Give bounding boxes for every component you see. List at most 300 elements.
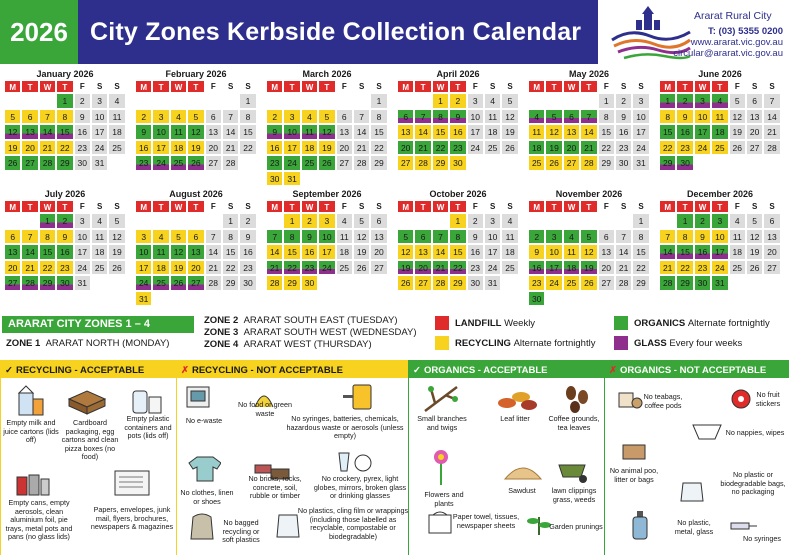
- day-cell: 5: [746, 213, 763, 229]
- day-cell: 29: [449, 275, 466, 291]
- day-cell: 20: [563, 140, 580, 156]
- day-cell: 1: [283, 213, 300, 229]
- legend-recycling: RECYCLING Alternate fortnightly: [435, 336, 595, 350]
- day-cell: 16: [239, 244, 256, 260]
- day-cell: 8: [370, 109, 387, 125]
- organics-not-acceptable-panel: [604, 360, 789, 555]
- day-cell: [170, 93, 187, 109]
- month-grid: [528, 200, 650, 306]
- day-cell: 8: [432, 109, 449, 125]
- month-title: October 2026: [429, 189, 487, 199]
- day-cell: [336, 275, 353, 291]
- day-cell: 19: [108, 244, 125, 260]
- day-cell: 8: [239, 109, 256, 125]
- weekday-header: S: [769, 82, 775, 91]
- day-cell: 25: [152, 275, 169, 291]
- day-cell: 24: [283, 155, 300, 171]
- day-cell: 24: [318, 260, 335, 276]
- day-cell: 25: [484, 140, 501, 156]
- recn-item-ewaste: No e-waste: [185, 416, 223, 425]
- day-cell: 5: [353, 213, 370, 229]
- day-cell: 21: [615, 260, 632, 276]
- day-cell: 14: [659, 244, 676, 260]
- day-cell: 12: [353, 229, 370, 245]
- day-cell: 1: [598, 93, 615, 109]
- newspaper-icon: [111, 467, 155, 501]
- day-cell: 10: [694, 109, 711, 125]
- day-cell: [205, 213, 222, 229]
- day-cell: 28: [205, 275, 222, 291]
- day-cell: 20: [397, 140, 414, 156]
- day-cell: 18: [729, 244, 746, 260]
- weekday-header: S: [358, 82, 365, 91]
- day-cell: 4: [528, 109, 545, 125]
- day-cell: 18: [91, 244, 108, 260]
- day-cell: 10: [545, 244, 562, 260]
- weekday-header: T: [676, 200, 693, 213]
- day-cell: 31: [135, 291, 152, 307]
- recn-item-hazardous: No syringes, batteries, chemicals, hazardous waste or aerosols (unless empty): [286, 414, 404, 440]
- day-cell: 29: [598, 155, 615, 171]
- day-cell: [4, 213, 21, 229]
- day-cell: 1: [370, 93, 387, 109]
- day-cell: [336, 171, 353, 187]
- day-cell: 31: [711, 275, 728, 291]
- council-website[interactable]: www.ararat.vic.gov.au: [690, 37, 783, 48]
- nappy-icon: [691, 419, 723, 443]
- orgn-item-teabags: No teabags, coffee pods: [643, 392, 683, 410]
- day-cell: 16: [467, 244, 484, 260]
- day-cell: 31: [632, 155, 649, 171]
- day-cell: 19: [318, 140, 335, 156]
- day-cell: 13: [187, 244, 204, 260]
- day-cell: 25: [501, 260, 518, 276]
- day-cell: [187, 93, 204, 109]
- weekday-header: T: [21, 80, 38, 93]
- day-cell: 8: [598, 109, 615, 125]
- month-title: July 2026: [44, 189, 86, 199]
- day-cell: [484, 155, 501, 171]
- day-cell: 21: [222, 140, 239, 156]
- day-cell: 17: [694, 124, 711, 140]
- day-cell: 27: [21, 155, 38, 171]
- weekday-header: T: [283, 80, 300, 93]
- day-cell: 27: [414, 275, 431, 291]
- day-cell: 7: [266, 229, 283, 245]
- day-cell: 27: [336, 155, 353, 171]
- day-cell: 4: [152, 229, 169, 245]
- day-cell: 21: [763, 124, 780, 140]
- weekday-header: M: [528, 80, 545, 93]
- month-grid: [659, 200, 781, 291]
- weekday-header: W: [694, 200, 711, 213]
- day-cell: 6: [746, 93, 763, 109]
- month-calendar: [397, 188, 519, 291]
- day-cell: 28: [615, 275, 632, 291]
- day-cell: 19: [501, 124, 518, 140]
- day-cell: 10: [318, 229, 335, 245]
- day-cell: 20: [414, 260, 431, 276]
- day-cell: [467, 155, 484, 171]
- day-cell: 12: [545, 124, 562, 140]
- day-cell: 11: [563, 244, 580, 260]
- day-cell: 7: [39, 109, 56, 125]
- day-cell: 22: [239, 140, 256, 156]
- org-item-leaves: Leaf litter: [500, 414, 530, 423]
- month-title: May 2026: [568, 69, 610, 79]
- weekday-header: S: [358, 202, 365, 211]
- day-cell: 14: [222, 124, 239, 140]
- org-item-branches: Small branches and twigs: [417, 414, 467, 432]
- day-cell: 19: [353, 244, 370, 260]
- day-cell: 16: [56, 244, 73, 260]
- day-cell: [711, 155, 728, 171]
- day-cell: 16: [74, 124, 91, 140]
- day-cell: 2: [694, 213, 711, 229]
- day-cell: [729, 155, 746, 171]
- day-cell: 22: [222, 260, 239, 276]
- day-cell: 19: [397, 260, 414, 276]
- day-cell: 1: [676, 213, 693, 229]
- day-cell: 19: [729, 124, 746, 140]
- day-cell: 22: [598, 140, 615, 156]
- recycling-swatch: [435, 336, 449, 350]
- day-cell: 4: [563, 229, 580, 245]
- weekday-header: S: [638, 82, 644, 91]
- cross-icon: ✗: [609, 365, 617, 376]
- weekday-header: T: [187, 80, 204, 93]
- day-cell: 25: [711, 140, 728, 156]
- day-cell: 24: [74, 260, 91, 276]
- check-icon: ✓: [413, 365, 421, 376]
- contact-block: [673, 26, 783, 59]
- day-cell: 7: [615, 229, 632, 245]
- month-calendar: [135, 68, 257, 171]
- day-cell: 10: [152, 124, 169, 140]
- day-cell: 20: [746, 124, 763, 140]
- day-cell: 20: [187, 260, 204, 276]
- weekday-header: F: [734, 202, 740, 211]
- month-grid: [397, 200, 519, 291]
- weekday-header: S: [96, 82, 103, 91]
- day-cell: 16: [615, 124, 632, 140]
- glassware-icon: [333, 449, 373, 475]
- weekday-header: T: [318, 200, 335, 213]
- day-cell: 14: [39, 124, 56, 140]
- day-cell: 18: [152, 260, 169, 276]
- day-cell: 14: [414, 124, 431, 140]
- recn-item-bagged: No bagged recycling or soft plastics: [222, 518, 260, 544]
- day-cell: 12: [729, 109, 746, 125]
- month-title: August 2026: [169, 189, 223, 199]
- day-cell: [152, 213, 169, 229]
- day-cell: 3: [484, 213, 501, 229]
- day-cell: 30: [74, 155, 91, 171]
- day-cell: 5: [580, 229, 597, 245]
- day-cell: 21: [21, 260, 38, 276]
- day-cell: 26: [170, 275, 187, 291]
- day-cell: 28: [659, 275, 676, 291]
- org-item-flowers: Flowers and plants: [424, 490, 464, 508]
- day-cell: 8: [449, 229, 466, 245]
- month-calendar: [528, 68, 650, 171]
- day-cell: 12: [108, 229, 125, 245]
- day-cell: 20: [336, 140, 353, 156]
- flowers-icon: [423, 447, 459, 487]
- day-cell: 15: [56, 124, 73, 140]
- day-cell: [414, 93, 431, 109]
- day-cell: 10: [484, 229, 501, 245]
- day-cell: 8: [659, 109, 676, 125]
- day-cell: 29: [56, 155, 73, 171]
- day-cell: 26: [746, 260, 763, 276]
- leaves-icon: [495, 385, 539, 413]
- month-grid: [135, 200, 257, 306]
- day-cell: 3: [711, 213, 728, 229]
- bagged-recycling-icon: [187, 509, 217, 541]
- day-cell: 1: [222, 213, 239, 229]
- day-cell: 7: [414, 109, 431, 125]
- day-cell: [563, 213, 580, 229]
- day-cell: 31: [74, 275, 91, 291]
- day-cell: 23: [74, 140, 91, 156]
- day-cell: 14: [205, 244, 222, 260]
- day-cell: [108, 155, 125, 171]
- day-cell: 14: [580, 124, 597, 140]
- cardboard-box-icon: [67, 389, 107, 415]
- weekday-header: F: [603, 82, 609, 91]
- council-email[interactable]: circular@ararat.vic.gov.au: [673, 48, 783, 59]
- day-cell: 24: [135, 275, 152, 291]
- day-cell: 4: [91, 213, 108, 229]
- day-cell: [580, 291, 597, 307]
- day-cell: 2: [135, 109, 152, 125]
- day-cell: 21: [353, 140, 370, 156]
- day-cell: 16: [528, 260, 545, 276]
- day-cell: 5: [318, 109, 335, 125]
- day-cell: 26: [580, 275, 597, 291]
- day-cell: [746, 275, 763, 291]
- weekday-header: S: [245, 202, 251, 211]
- day-cell: 30: [615, 155, 632, 171]
- weekday-header: F: [472, 202, 478, 211]
- day-cell: 12: [397, 244, 414, 260]
- day-cell: [615, 291, 632, 307]
- day-cell: [205, 291, 222, 307]
- day-cell: 9: [694, 229, 711, 245]
- month-title: June 2026: [698, 69, 742, 79]
- day-cell: 22: [659, 140, 676, 156]
- day-cell: [563, 93, 580, 109]
- recn-item-bricks: No bricks, rocks, concrete, soil, rubble or timber: [248, 474, 302, 500]
- month-grid: [135, 80, 257, 171]
- weekday-header: T: [711, 200, 728, 213]
- day-cell: [170, 213, 187, 229]
- day-cell: [152, 93, 169, 109]
- day-cell: 21: [414, 140, 431, 156]
- day-cell: 11: [484, 109, 501, 125]
- weekday-header: T: [545, 80, 562, 93]
- day-cell: 28: [432, 275, 449, 291]
- weekday-header: F: [603, 202, 609, 211]
- day-cell: [694, 155, 711, 171]
- weekday-header: W: [563, 80, 580, 93]
- day-cell: 12: [170, 244, 187, 260]
- weekday-header: S: [114, 82, 120, 91]
- day-cell: [301, 171, 318, 187]
- day-cell: 9: [135, 124, 152, 140]
- day-cell: 22: [449, 260, 466, 276]
- day-cell: 24: [484, 260, 501, 276]
- day-cell: 27: [187, 275, 204, 291]
- council-name: Ararat Rural City: [694, 10, 772, 22]
- day-cell: 17: [484, 244, 501, 260]
- day-cell: [598, 291, 615, 307]
- orgn-item-syringes: No syringes: [743, 534, 781, 543]
- day-cell: 22: [283, 260, 300, 276]
- weekday-header: T: [283, 200, 300, 213]
- day-cell: 30: [676, 155, 693, 171]
- month-calendar: [4, 188, 126, 291]
- day-cell: 25: [108, 140, 125, 156]
- day-cell: 12: [318, 124, 335, 140]
- weekday-header: F: [79, 82, 85, 91]
- day-cell: [187, 291, 204, 307]
- day-cell: 3: [632, 93, 649, 109]
- zones-legend: [0, 312, 789, 356]
- day-cell: 27: [746, 140, 763, 156]
- day-cell: 29: [432, 155, 449, 171]
- day-cell: 6: [336, 109, 353, 125]
- day-cell: 2: [239, 213, 256, 229]
- day-cell: 22: [632, 260, 649, 276]
- day-cell: [528, 213, 545, 229]
- day-cell: [318, 171, 335, 187]
- weekday-header: W: [39, 200, 56, 213]
- day-cell: 15: [449, 244, 466, 260]
- day-cell: 27: [370, 260, 387, 276]
- day-cell: 9: [301, 229, 318, 245]
- day-cell: 17: [545, 260, 562, 276]
- day-cell: 25: [336, 260, 353, 276]
- weekday-header: W: [563, 200, 580, 213]
- day-cell: 18: [528, 140, 545, 156]
- day-cell: 19: [170, 260, 187, 276]
- month-grid: [397, 80, 519, 171]
- day-cell: 7: [21, 229, 38, 245]
- day-cell: 11: [152, 244, 169, 260]
- recn-item-clothes: No clothes, linen or shoes: [180, 488, 234, 506]
- month-grid: [659, 80, 781, 171]
- month-calendar: [659, 188, 781, 291]
- month-grid: [528, 80, 650, 171]
- day-cell: 3: [283, 109, 300, 125]
- sawdust-icon: [503, 457, 543, 481]
- day-cell: 21: [266, 260, 283, 276]
- weekday-header: M: [135, 200, 152, 213]
- day-cell: 1: [56, 93, 73, 109]
- day-cell: 20: [205, 140, 222, 156]
- weekday-header: S: [376, 202, 382, 211]
- orgn-item-nappies: No nappies, wipes: [725, 428, 785, 437]
- day-cell: 23: [615, 140, 632, 156]
- day-cell: 2: [56, 213, 73, 229]
- day-cell: 13: [763, 229, 780, 245]
- day-cell: 25: [301, 155, 318, 171]
- day-cell: 11: [108, 109, 125, 125]
- day-cell: [135, 213, 152, 229]
- day-cell: 13: [414, 244, 431, 260]
- day-cell: 22: [676, 260, 693, 276]
- weekday-header: S: [507, 82, 513, 91]
- day-cell: [763, 155, 780, 171]
- recycling-acceptable-panel: [0, 360, 176, 555]
- day-cell: 15: [370, 124, 387, 140]
- day-cell: 9: [528, 244, 545, 260]
- day-cell: 15: [239, 124, 256, 140]
- day-cell: 7: [659, 229, 676, 245]
- day-cell: [318, 275, 335, 291]
- day-cell: 14: [432, 244, 449, 260]
- day-cell: 30: [528, 291, 545, 307]
- weekday-header: T: [152, 200, 169, 213]
- day-cell: 23: [56, 260, 73, 276]
- cross-icon: ✗: [181, 365, 189, 376]
- day-cell: 15: [632, 244, 649, 260]
- day-cell: 13: [746, 109, 763, 125]
- organics-not-acceptable-title: ✗ ORGANICS - NOT ACCEPTABLE: [605, 363, 789, 378]
- orgn-item-bags: No plastic or biodegradable bags, no packaging: [720, 470, 786, 496]
- day-cell: 12: [746, 229, 763, 245]
- day-cell: 12: [187, 124, 204, 140]
- weekday-header: W: [170, 200, 187, 213]
- day-cell: 18: [301, 140, 318, 156]
- day-cell: 2: [449, 93, 466, 109]
- day-cell: 5: [545, 109, 562, 125]
- weekday-header: T: [187, 200, 204, 213]
- day-cell: 17: [711, 244, 728, 260]
- day-cell: 8: [39, 229, 56, 245]
- day-cell: 7: [205, 229, 222, 245]
- day-cell: 4: [108, 93, 125, 109]
- day-cell: 15: [222, 244, 239, 260]
- day-cell: 30: [467, 275, 484, 291]
- day-cell: 22: [370, 140, 387, 156]
- day-cell: 19: [580, 260, 597, 276]
- day-cell: 11: [170, 124, 187, 140]
- day-cell: 4: [301, 109, 318, 125]
- orgn-item-plastic: No plastic, metal, glass: [674, 518, 714, 536]
- day-cell: 26: [4, 155, 21, 171]
- month-title: March 2026: [302, 69, 352, 79]
- day-cell: 31: [283, 171, 300, 187]
- zone-2: ZONE 2 ARARAT SOUTH EAST (TUESDAY): [204, 315, 398, 326]
- month-title: April 2026: [436, 69, 480, 79]
- day-cell: 8: [222, 229, 239, 245]
- day-cell: 17: [318, 244, 335, 260]
- weekday-header: M: [659, 80, 676, 93]
- day-cell: 20: [370, 244, 387, 260]
- weekday-header: T: [56, 80, 73, 93]
- day-cell: [397, 93, 414, 109]
- weekday-header: T: [449, 200, 466, 213]
- cans-icon: [15, 471, 51, 497]
- day-cell: 6: [414, 229, 431, 245]
- day-cell: [370, 171, 387, 187]
- day-cell: 1: [432, 93, 449, 109]
- day-cell: 21: [39, 140, 56, 156]
- day-cell: 2: [266, 109, 283, 125]
